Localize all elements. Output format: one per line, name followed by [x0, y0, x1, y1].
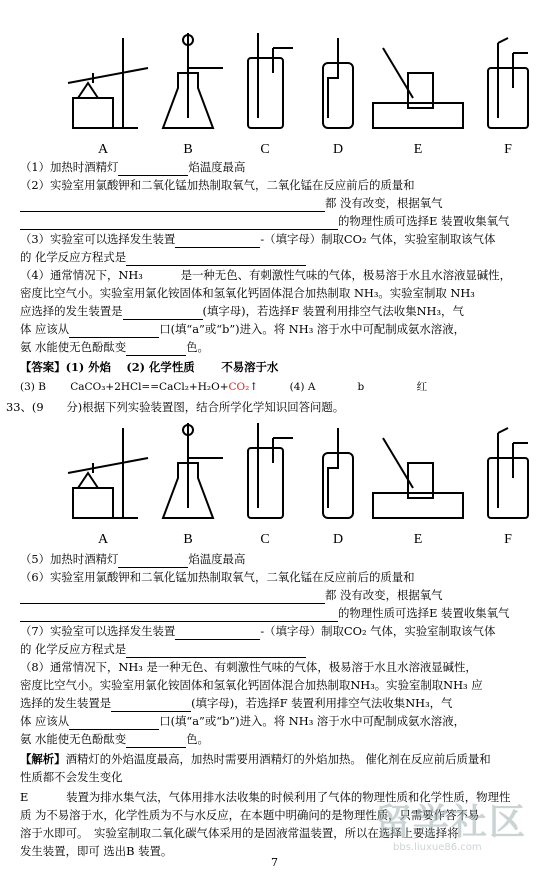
q1-line3: 都 没有改变，根据氧气 [20, 194, 535, 212]
analysis-line6: 发生装置，即可 选出B 装置。 [20, 844, 173, 858]
q1-line5: （3）实验室可以选择发生装置 -（填字母）制取CO₂ 气体，实验室制取该气体 [20, 232, 496, 246]
q1-line6: 的 化学反应方程式是 [20, 248, 535, 266]
q1-line11: 氨 水能使无色酚酞变 色。 [20, 340, 209, 354]
analysis-line3: E 装置为排水集气法，气体用排水法收集的时候利用了气体的物理性质和化学性质，物理性 [20, 790, 511, 804]
q2-line2: （6）实验室用氯酸钾和二氧化锰加热制取氧气，二氧化锰在反应前后的质量和 [20, 570, 415, 584]
q2-line10: 体 应该从 口(填“a”或“b”)进入。将 NH₃ 溶于水中可配制成氨水溶液， [20, 714, 465, 728]
q1-line10: 体 应该从 口(填“a”或“b”)进入。将 NH₃ 溶于水中可配制成氨水溶液， [20, 322, 465, 336]
page-number: 7 [271, 856, 278, 869]
label-F-2: F [504, 532, 512, 547]
watermark-logo [365, 790, 545, 870]
answer-line2: (3) B CaCO₃+2HCl==CaCl₂+H₂O+CO₂↑ (4) A b 红 [20, 381, 428, 393]
q2-line3: 都 没有改变，根据氧气 [20, 586, 535, 604]
analysis-line1: 【解析】酒精灯的外焰温度最高，加热时需要用酒精灯的外焰加热。 催化剂在反应前后质量和 [20, 752, 491, 766]
q2-line1: （5）加热时酒精灯 焰温度最高 [20, 552, 246, 566]
label-B: B [183, 142, 193, 157]
label-C: C [260, 142, 270, 157]
watermark-text: 留学社区 [375, 802, 528, 843]
q1-line7: （4）通常情况下，NH₃ 是一种无色、有刺激性气味的气体，极易溶于水且水溶液显碱性， [20, 268, 511, 282]
analysis-line2: 性质都不会发生变化 [20, 770, 123, 784]
q1-line1: （1）加热时酒精灯 焰温度最高 [20, 160, 246, 174]
label-F: F [504, 142, 512, 157]
q1-line8: 密度比空气小。实验室用氯化铵固体和氢氧化钙固体混合加热制取 NH₃。实验室制取 NH₃ [20, 286, 475, 300]
analysis-line4: 质 为不易溶于水，化学性质为不与水反应，在本题中明确问的是物理性质，只需要作答不易 [20, 808, 480, 822]
q2-line6: 的 化学反应方程式是 [20, 640, 535, 658]
q2-line9: 选择的发生装置是 (填字母)，若选择F 装置利用排空气法收集NH₃，气 [20, 696, 453, 710]
answer-line1: 【答案】(1) 外焰 (2) 化学性质 不易溶于水 [20, 360, 279, 374]
label-E-2: E [413, 532, 423, 547]
q2-line7: （8）通常情况下，NH₃ 是一种无色、有刺激性气味的气体，极易溶于水且水溶液显碱性， [20, 660, 477, 674]
apparatus-diagram-2 [8, 418, 538, 548]
q2-line8: 密度比空气小。实验室用氯化铵固体和氢氧化钙固体混合加热制取NH₃。实验室制取NH₃ 应 [20, 678, 483, 692]
question-33-heading: 33、(9 分)根据下列实验装置图，结合所学化学知识回答问题。 [6, 400, 345, 414]
q1-line2: （2）实验室用氯酸钾和二氧化锰加热制取氧气，二氧化锰在反应前后的质量和 [20, 178, 415, 192]
label-A: A [97, 142, 109, 157]
q1-line4: 的物理性质可选择E 装置收集氧气 [20, 212, 535, 230]
label-A-2: A [97, 532, 109, 547]
label-E: E [413, 142, 423, 157]
apparatus-figure-top [8, 28, 538, 158]
apparatus-figure-bottom [8, 418, 538, 548]
q1-line9: 应选择的发生装置是 (填字母)，若选择F 装置利用排空气法收集NH₃，气 [20, 304, 464, 318]
label-D-2: D [332, 532, 344, 547]
label-B-2: B [183, 532, 193, 547]
label-D: D [332, 142, 344, 157]
analysis-line5: 溶于水即可。 实验室制取二氧化碳气体采用的是固液常温装置，所以在选择上要选择将 [20, 826, 459, 840]
q2-line11: 氨 水能使无色酚酞变 色。 [20, 732, 209, 746]
label-C-2: C [260, 532, 270, 547]
watermark-url: bbs.liuxue86.com [393, 842, 482, 853]
q2-line5: （7）实验室可以选择发生装置 -（填字母）制取CO₂ 气体，实验室制取该气体 [20, 624, 496, 638]
apparatus-diagram [8, 28, 538, 158]
q2-line4: 的物理性质可选择E 装置收集氧气 [20, 604, 535, 622]
